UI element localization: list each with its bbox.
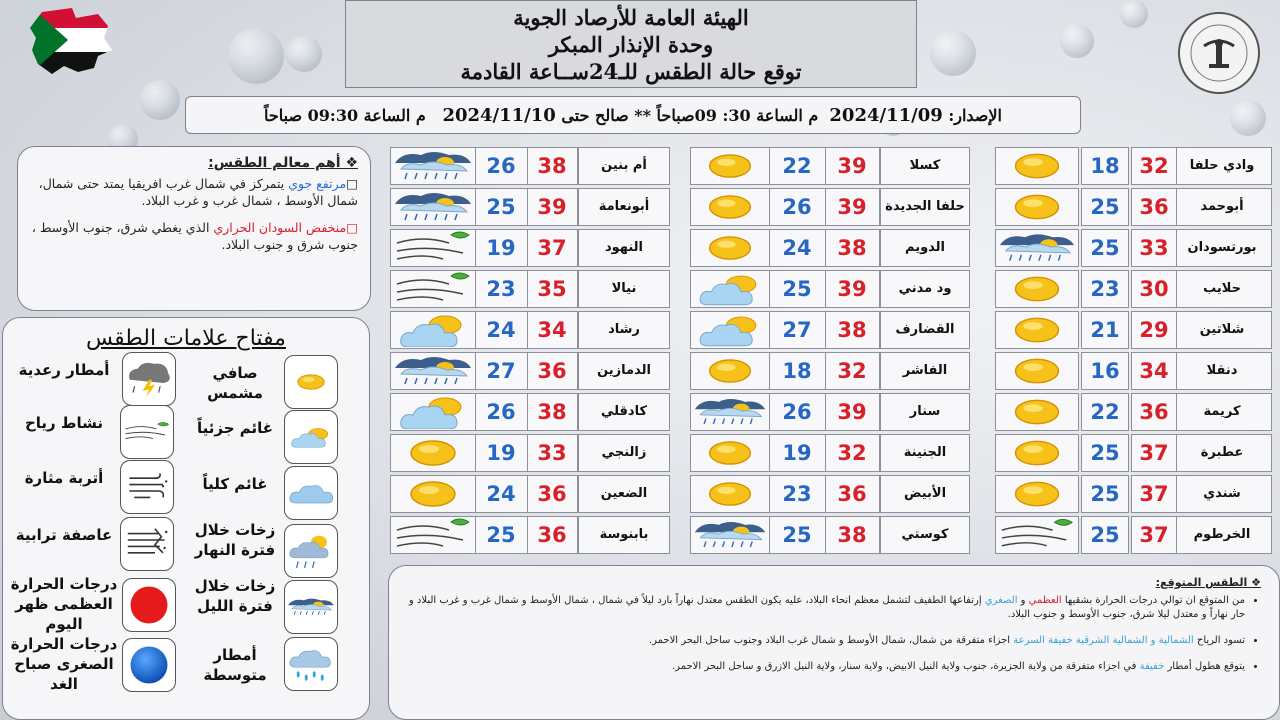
min-temp: 25 — [768, 516, 826, 554]
station-name: أبوحمد — [1172, 188, 1272, 226]
station-name: بابنوسة — [578, 516, 670, 554]
valid-time: م الساعة 09:30 صباحاً — [264, 105, 426, 125]
station-name: الجنينة — [880, 434, 970, 472]
night-showers-icon — [390, 147, 476, 185]
expected-temp-text-a: من المتوقع ان توالي درجات الحرارة بشقيها — [1061, 595, 1245, 606]
min-temp: 23 — [768, 475, 826, 513]
station-row — [0, 147, 1280, 185]
raindrop — [930, 30, 976, 76]
sun-icon — [284, 355, 338, 409]
max-temp: 35 — [526, 270, 578, 308]
max-temp: 36 — [526, 352, 578, 390]
expected-heading — [407, 576, 1261, 590]
partly-cloudy-icon — [390, 393, 476, 431]
max-temp: 36 — [1131, 188, 1177, 226]
raindrop — [228, 28, 284, 84]
legend-label: غائم كلياً — [202, 475, 268, 493]
raindrop — [1060, 24, 1094, 58]
max-temp: 33 — [526, 434, 578, 472]
expected-and-word: و — [1017, 595, 1029, 606]
min-temp: 22 — [1081, 393, 1129, 431]
expected-winds-type: الشمالية و الشمالية الشرقية خفيفة السرعة — [1013, 635, 1194, 646]
max-temp: 39 — [526, 188, 578, 226]
issue-info-bar — [185, 96, 1081, 134]
raindrop — [1230, 100, 1266, 136]
max-temp: 38 — [526, 147, 578, 185]
feature-low-pressure: □منخفض السودان الحراري الذي يغطي شرق، جنوب الأوسط ، جنوب شرق و جنوب البلاد. — [31, 220, 358, 252]
station-name: الدمازين — [578, 352, 670, 390]
max-temp: 38 — [824, 311, 880, 349]
station-name: النهود — [578, 229, 670, 267]
expected-winds-text-b: اجزاء متفرقة من شمال، شمال الأوسط و شمال غرب البلاد وجنوب ساحل البحر الاحمر. — [648, 635, 1014, 646]
station-name: شندي — [1172, 475, 1272, 513]
legend-label: غائم جزئياً — [196, 419, 274, 437]
min-temp: 26 — [768, 393, 826, 431]
expected-list — [407, 594, 1261, 674]
cloudy-icon — [284, 466, 338, 520]
low-pressure-text: الذي يغطي شرق، جنوب الأوسط ، جنوب شرق و جنوب البلاد. — [31, 220, 358, 252]
forecast-title: توقع حالة الطقس للـ24ســاعة القادمة — [460, 58, 802, 84]
max-temp: 37 — [1131, 475, 1177, 513]
expected-weather-panel — [388, 565, 1280, 720]
min-temp: 25 — [1081, 475, 1129, 513]
sun-icon — [390, 475, 476, 513]
expected-winds-text-a: تسود الرياح — [1193, 635, 1245, 646]
max-temp-icon — [122, 578, 176, 632]
station-name: ود مدني — [880, 270, 970, 308]
valid-date: 2024/11/10 — [442, 104, 556, 126]
station-name: دنقلا — [1172, 352, 1272, 390]
valid-until-label: ** صالح حتى — [561, 105, 651, 125]
station-name: الأبيض — [880, 475, 970, 513]
legend-label: زخات خلال فترة الليل — [194, 577, 276, 615]
wind-icon — [390, 516, 476, 554]
expected-rain — [407, 660, 1245, 674]
max-temp: 36 — [824, 475, 880, 513]
max-temp: 38 — [824, 229, 880, 267]
station-name: عطبرة — [1172, 434, 1272, 472]
issue-label: الإصدار: — [948, 105, 1002, 125]
night-showers-icon — [284, 580, 338, 634]
min-temp: 25 — [768, 270, 826, 308]
legend-label: عاصفة ترابية — [15, 526, 113, 544]
partly-cloudy-icon — [284, 410, 338, 464]
min-temp-icon — [122, 638, 176, 692]
min-temp: 18 — [768, 352, 826, 390]
expected-temp-text-b: إرتفاعها الطفيف لتشمل معظم انحاء البلاد، عليه يكون الطقس معتدل نهاراً بارد ليلاً في شمال ، شمال الأوسط و شمال غرب و غرب البلاد و حار نهاراً و معتدل ليلا شرق، جنوب الأوسط و جنوب البلاد. — [408, 595, 1245, 620]
max-temp: 32 — [824, 352, 880, 390]
legend-label: نشاط رياح — [24, 414, 104, 432]
issue-date: 2024/11/09 — [829, 104, 943, 126]
max-temp: 32 — [1131, 147, 1177, 185]
station-name: الفاشر — [880, 352, 970, 390]
legend-title: مفتاح علامات الطقس — [86, 326, 286, 351]
sudan-flag-map-icon — [28, 4, 114, 76]
station-row — [0, 229, 1280, 267]
min-temp: 26 — [768, 188, 826, 226]
feature-high-pressure: □مرتفع جوي يتمركز في شمال غرب افريقيا يمتد حتى شمال، شمال الأوسط ، شمال غرب و غرب البلاد. — [38, 176, 358, 208]
max-temp: 39 — [824, 188, 880, 226]
station-name: سنار — [880, 393, 970, 431]
max-temp: 37 — [1131, 516, 1177, 554]
max-temp: 36 — [526, 475, 578, 513]
raindrop — [140, 80, 180, 120]
station-name: كادقلي — [578, 393, 670, 431]
wind-icon — [390, 229, 476, 267]
station-name: نيالا — [578, 270, 670, 308]
min-temp: 21 — [1081, 311, 1129, 349]
min-temp: 18 — [1081, 147, 1129, 185]
issue-time: م الساعة 30: 09صباحاً — [656, 105, 819, 125]
expected-title: الطقس المتوقع: — [1155, 576, 1248, 589]
moderate-rain-icon — [284, 637, 338, 691]
station-name: الضعين — [578, 475, 670, 513]
station-row — [0, 311, 1280, 349]
max-temp: 39 — [824, 270, 880, 308]
low-pressure-label: منخفض السودان الحراري — [213, 220, 347, 235]
station-name: كسلا — [880, 147, 970, 185]
expected-winds — [407, 634, 1245, 648]
min-temp: 19 — [474, 434, 528, 472]
station-name: حلايب — [1172, 270, 1272, 308]
max-temp: 39 — [824, 147, 880, 185]
station-name: أبونعامة — [578, 188, 670, 226]
min-temp: 25 — [1081, 229, 1129, 267]
dust-storm-icon — [120, 517, 174, 571]
station-name: الخرطوم — [1172, 516, 1272, 554]
max-temp: 36 — [1131, 393, 1177, 431]
raindrop — [1120, 0, 1148, 28]
min-temp: 25 — [1081, 434, 1129, 472]
station-row — [0, 270, 1280, 308]
station-name: شلاتين — [1172, 311, 1272, 349]
station-name: القضارف — [880, 311, 970, 349]
min-temp: 24 — [474, 311, 528, 349]
max-temp: 38 — [526, 393, 578, 431]
station-row — [0, 188, 1280, 226]
header-title-box — [345, 0, 917, 88]
min-temp: 25 — [1081, 516, 1129, 554]
expected-rain-text-a: يتوقع هطول أمطار — [1164, 661, 1245, 672]
min-temp: 27 — [474, 352, 528, 390]
max-temp: 37 — [1131, 434, 1177, 472]
max-temp: 38 — [824, 516, 880, 554]
station-name: بورتسودان — [1172, 229, 1272, 267]
max-temp: 36 — [526, 516, 578, 554]
expected-rain-intensity: خفيفة — [1139, 661, 1165, 672]
unit-title: وحدة الإنذار المبكر — [548, 31, 714, 57]
max-temp: 30 — [1131, 270, 1177, 308]
station-name: الدويم — [880, 229, 970, 267]
min-temp: 26 — [474, 147, 528, 185]
station-name: رشاد — [578, 311, 670, 349]
min-temp: 25 — [474, 516, 528, 554]
wind-icon — [120, 405, 174, 459]
dust-icon — [120, 460, 174, 514]
max-temp: 39 — [824, 393, 880, 431]
legend-label: درجات الحرارة الصغرى صباح الغد — [10, 635, 118, 693]
legend-label: أمطار رعدية — [18, 361, 110, 379]
legend-label: أتربة مثارة — [24, 469, 104, 487]
legend-label: درجات الحرارة العظمى ظهر اليوم — [10, 575, 118, 633]
org-title: الهيئة العامة للأرصاد الجوية — [513, 4, 749, 30]
legend-label: أمطار متوسطة — [203, 646, 267, 684]
min-temp: 19 — [474, 229, 528, 267]
features-title: أهم معالم الطقس: — [208, 155, 341, 171]
station-name: كوستي — [880, 516, 970, 554]
min-temp: 22 — [768, 147, 826, 185]
min-temp: 25 — [1081, 188, 1129, 226]
raindrop — [286, 36, 322, 72]
wind-icon — [390, 270, 476, 308]
min-temp: 27 — [768, 311, 826, 349]
station-name: أم بنين — [578, 147, 670, 185]
station-row — [0, 434, 1280, 472]
min-temp: 16 — [1081, 352, 1129, 390]
meteorological-authority-logo — [1176, 10, 1262, 96]
night-showers-icon — [390, 188, 476, 226]
min-temp: 23 — [474, 270, 528, 308]
sun-icon — [390, 434, 476, 472]
thunderstorm-icon — [122, 352, 176, 406]
min-temp: 24 — [474, 475, 528, 513]
legend-label: زخات خلال فترة النهار — [194, 521, 276, 559]
legend-label: صافي مشمس — [207, 364, 263, 402]
high-pressure-label: مرتفع جوي — [288, 176, 347, 191]
max-temp: 34 — [526, 311, 578, 349]
max-temp: 37 — [526, 229, 578, 267]
min-temp: 25 — [474, 188, 528, 226]
expected-max-word: العظمي — [1028, 595, 1062, 606]
min-temp: 23 — [1081, 270, 1129, 308]
min-temp: 19 — [768, 434, 826, 472]
partly-cloudy-icon — [390, 311, 476, 349]
expected-rain-text-b: في اجزاء متفرقة من ولاية الجزيرة، جنوب ولاية النيل الابيض، ولاية سنار، ولاية النيل الازرق و ساحل البحر الاحمر. — [672, 661, 1140, 672]
min-temp: 26 — [474, 393, 528, 431]
high-pressure-text: يتمركز في شمال غرب افريقيا يمتد حتى شمال، شمال الأوسط ، شمال غرب و غرب البلاد. — [38, 176, 358, 208]
station-name: وادي حلفا — [1172, 147, 1272, 185]
max-temp: 29 — [1131, 311, 1177, 349]
min-temp: 24 — [768, 229, 826, 267]
expected-temperature — [407, 594, 1245, 622]
station-name: كريمة — [1172, 393, 1272, 431]
max-temp: 32 — [824, 434, 880, 472]
expected-min-word: الصغري — [984, 595, 1018, 606]
night-showers-icon — [390, 352, 476, 390]
station-name: زالنجي — [578, 434, 670, 472]
max-temp: 33 — [1131, 229, 1177, 267]
station-name: حلفا الجديدة — [880, 188, 970, 226]
expected-bullet: ❖ — [1251, 576, 1261, 589]
max-temp: 34 — [1131, 352, 1177, 390]
day-showers-icon — [284, 524, 338, 578]
features-bullet: ❖ — [345, 155, 358, 171]
